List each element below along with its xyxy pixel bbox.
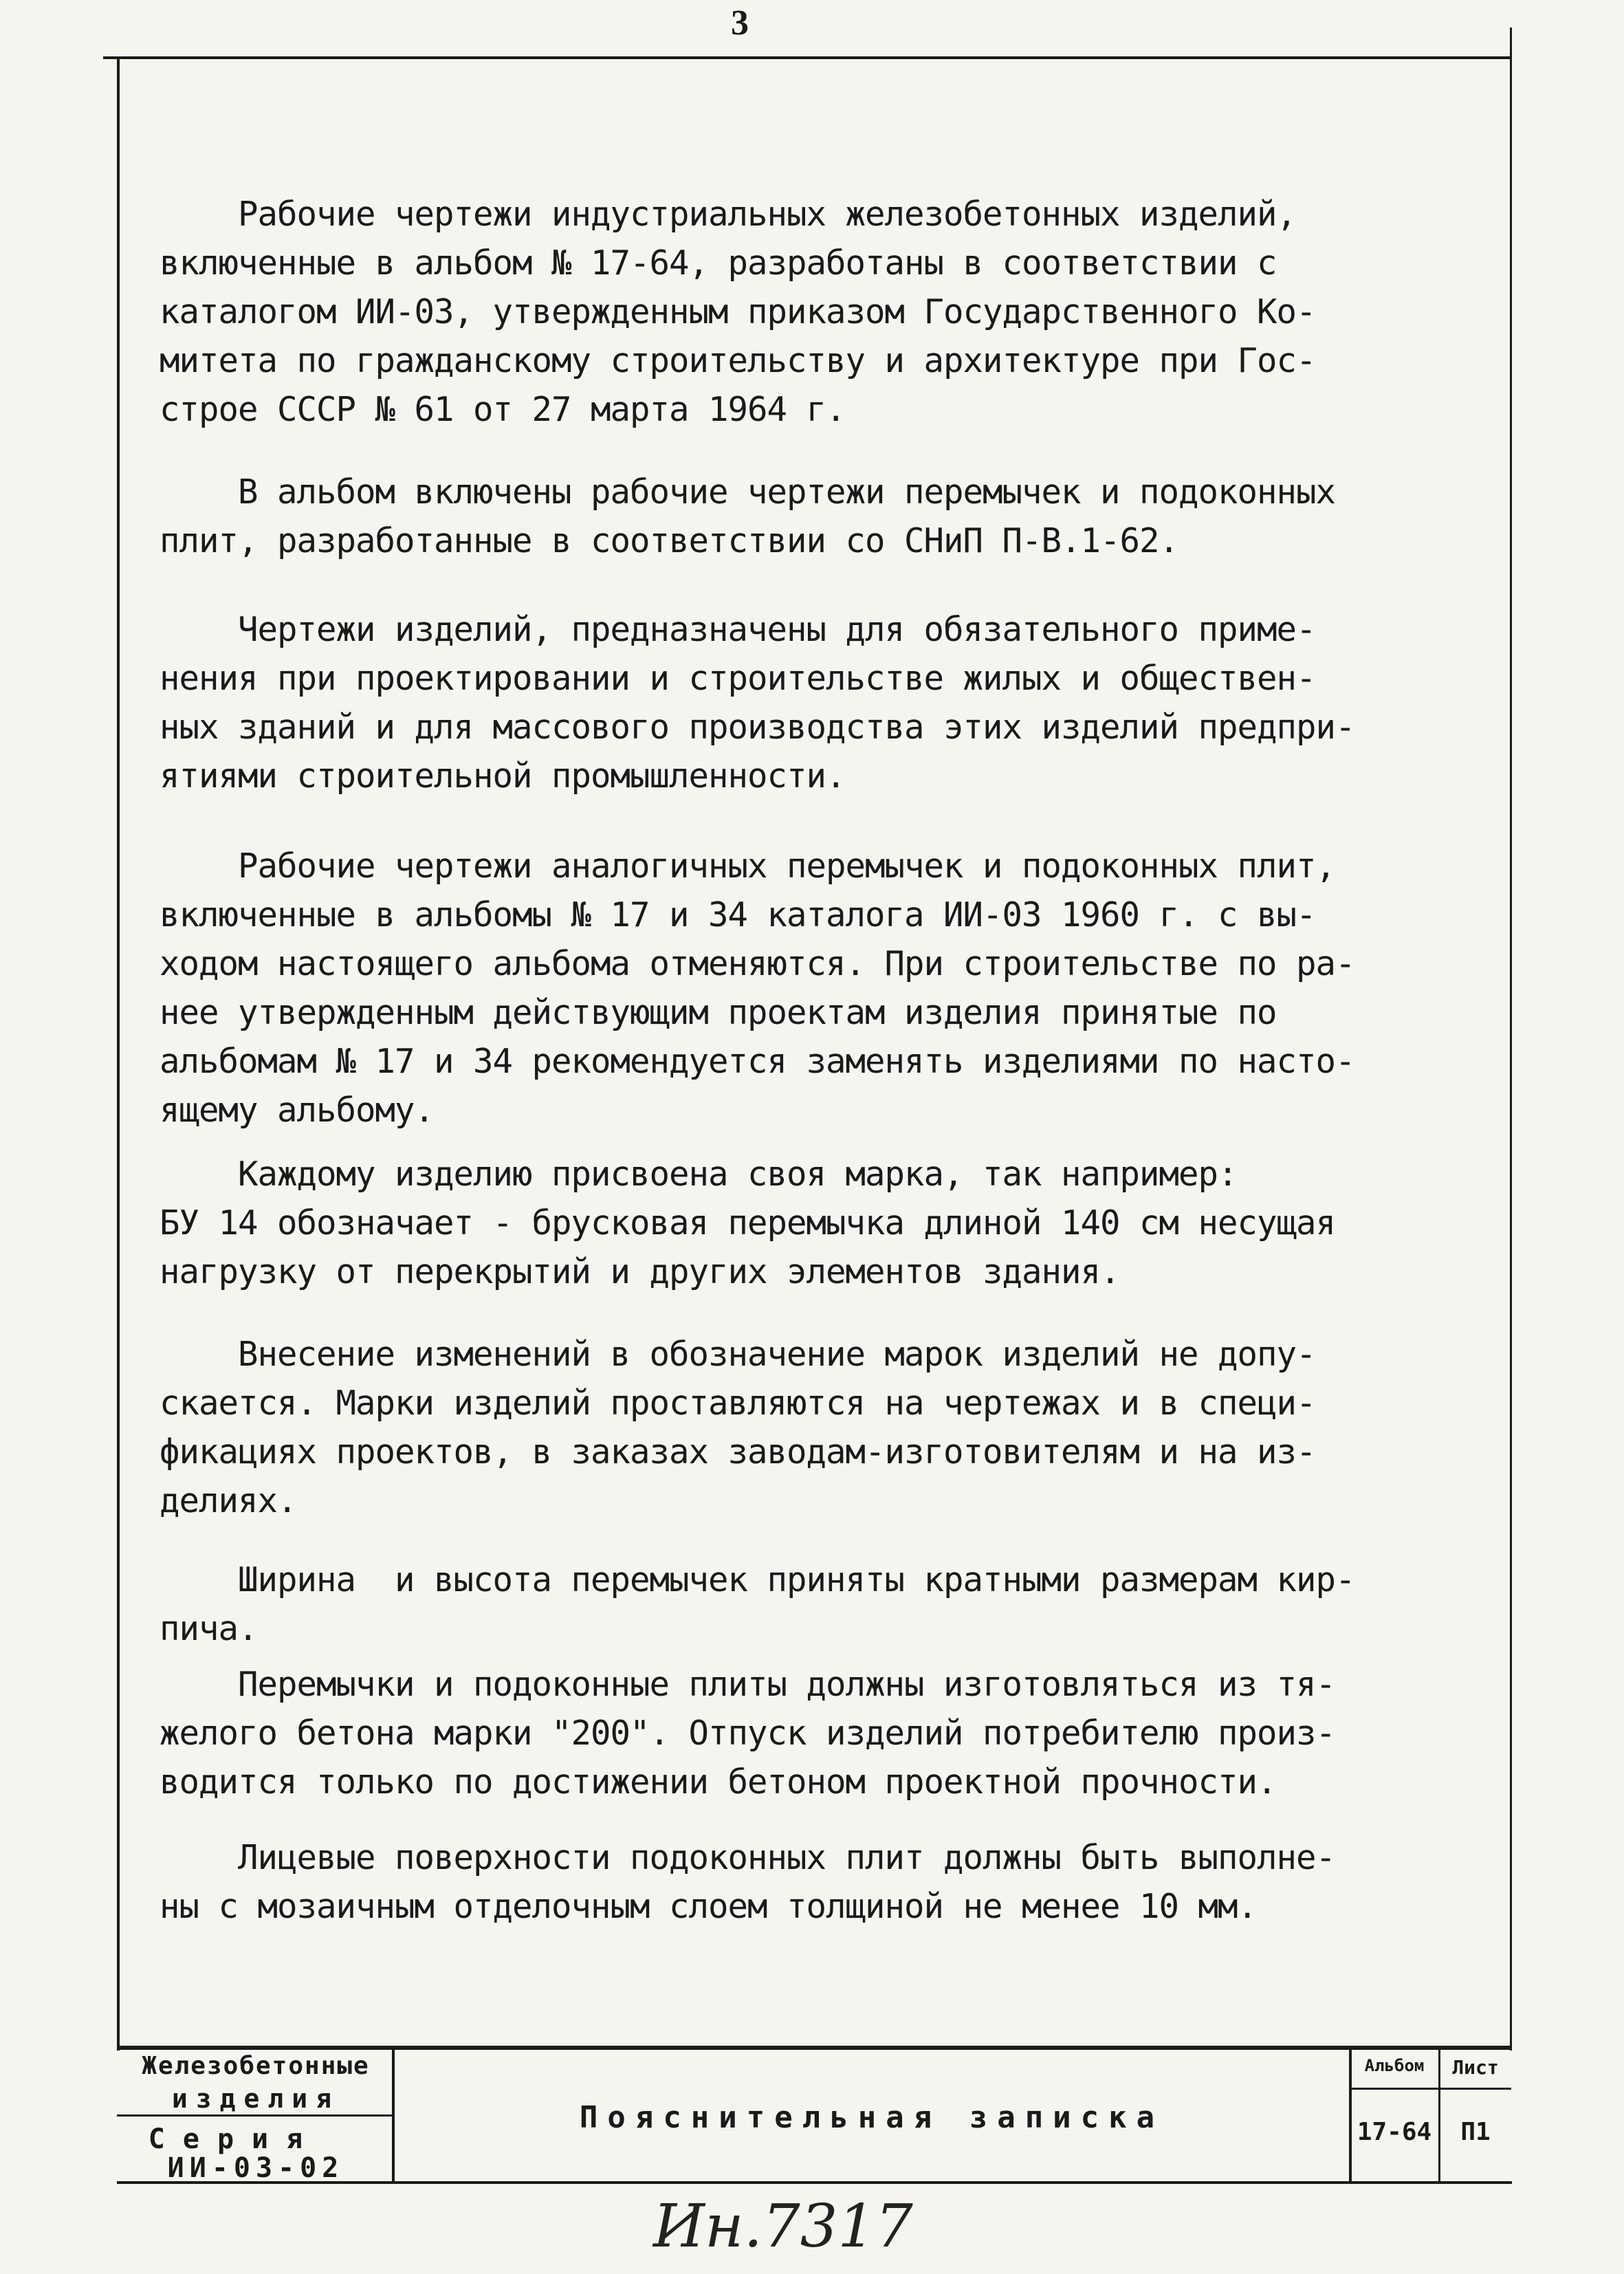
paragraph-9: Лицевые поверхности подоконных плит должны быть выполне- ны с мозаичным отделочным слоем толщиной не менее 10 мм. xyxy=(160,1838,1336,1926)
sheet-label: Лист xyxy=(1452,2056,1499,2079)
right-frame-line xyxy=(1510,28,1512,2051)
paragraph-1: Рабочие чертежи индустриальных железобетонных изделий, включенные в альбом № 17-64, разработаны в соответствии с каталогом ИИ-03, утвержденным приказом Государственного Ко- митета по гражданскому строительству и архитектуре при Гос- строе СССР № 61 от 27 марта 1964 г. xyxy=(160,195,1316,429)
title-block-right-mid-line xyxy=(1349,2088,1511,2090)
paragraph-3: Чертежи изделий, предназначены для обязательного приме- нения при проектировании и строительстве жилых и обществен- ных зданий и для массового производства этих изделий предпри- ятиями строительной промышленности. xyxy=(160,610,1355,796)
document-title: Пояснительная записка xyxy=(579,2100,1165,2135)
product-name-line1: Железобетонные xyxy=(142,2052,370,2080)
top-frame-line xyxy=(103,56,1511,59)
series-label: Серия xyxy=(148,2123,321,2155)
page-number: 3 xyxy=(731,3,749,43)
left-frame-line xyxy=(117,58,120,2051)
title-block-left-mid-line xyxy=(117,2114,393,2117)
album-label: Альбом xyxy=(1364,2056,1425,2075)
paragraph-2: В альбом включены рабочие чертежи перемычек и подоконных плит, разработанные в соответствии со СНиП П-В.1-62. xyxy=(160,472,1336,560)
paragraph-4: Рабочие чертежи аналогичных перемычек и подоконных плит, включенные в альбомы № 17 и 34 каталога ИИ-03 1960 г. с вы- ходом настоящего альбома отменяются. При строительстве по ра- нее утвержденным действующим проектам изделия принятые по альбомам № 17 и 34 рекомендуется заменять изделиями по насто- ящему альбому. xyxy=(160,846,1355,1130)
paragraph-5: Каждому изделию присвоена своя марка, так например: БУ 14 обозначает - брусковая перемычка длиной 140 см несущая нагрузку от перекрытий и других элементов здания. xyxy=(160,1155,1336,1291)
inventory-number: Ин.7317 xyxy=(653,2192,913,2261)
product-name-line2: изделия xyxy=(171,2084,340,2114)
paragraph-7: Ширина и высота перемычек приняты кратными размерам кир- пича. xyxy=(160,1560,1355,1648)
title-block-top-line xyxy=(117,2046,1512,2050)
paragraph-8: Перемычки и подоконные плиты должны изготовляться из тя- желого бетона марки "200". Отпуск изделий потребителю произ- водится только по достижении бетоном проектной прочности. xyxy=(160,1665,1336,1802)
paragraph-6: Внесение изменений в обозначение марок изделий не допу- скается. Марки изделий проставляются на чертежах и в специ- фикациях проектов, в заказах заводам-изготовителям и на из- делиях. xyxy=(160,1335,1316,1520)
series-value: ИИ-03-02 xyxy=(167,2152,344,2184)
album-value: 17-64 xyxy=(1357,2118,1432,2146)
sheet-value: П1 xyxy=(1460,2118,1491,2146)
